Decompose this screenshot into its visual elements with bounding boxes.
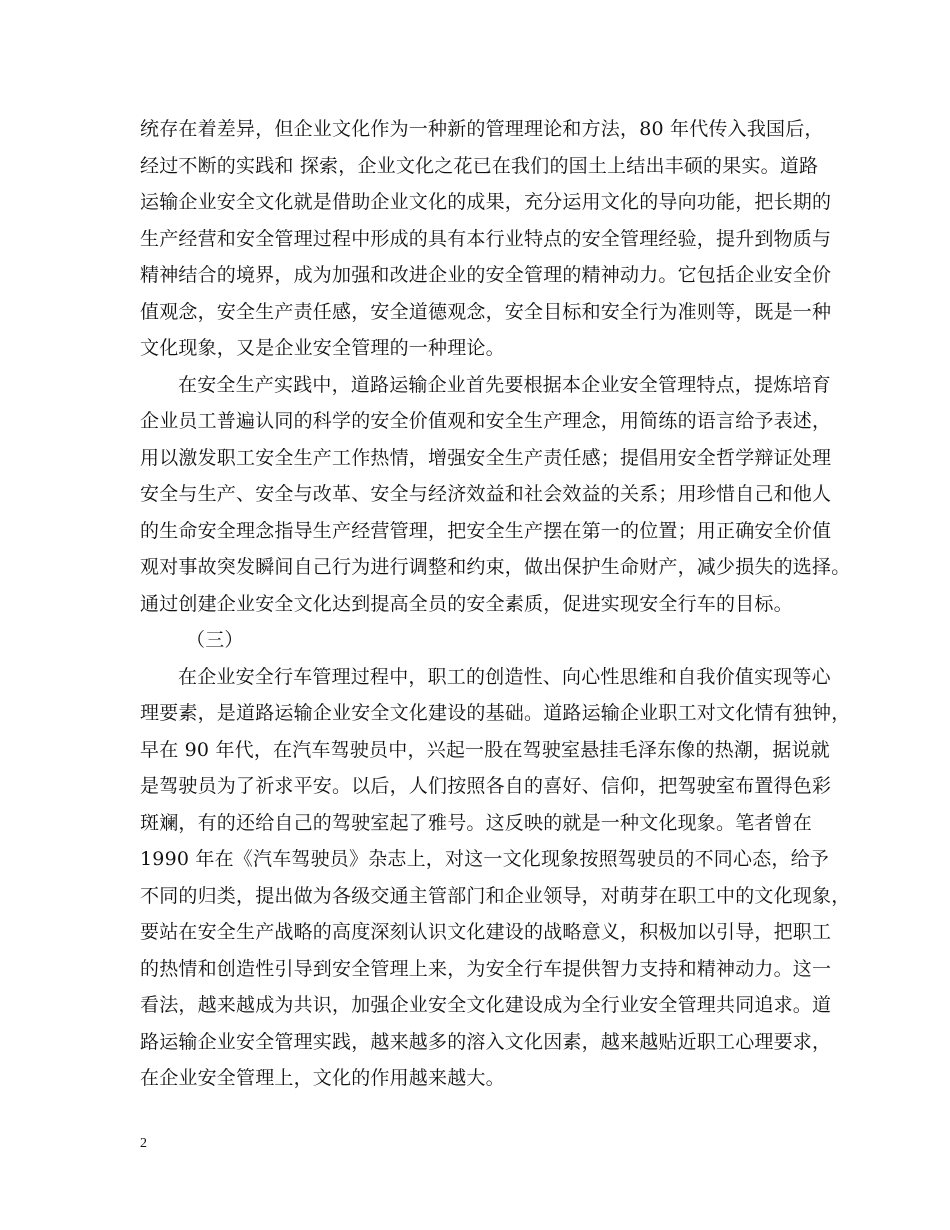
- text-line: 通过创建企业安全文化达到提高全员的安全素质，促进实现安全行车的目标。: [140, 592, 793, 615]
- text-line: 1990 年在《汽车驾驶员》杂志上，对这一文化现象按照驾驶员的不同心态，给予: [140, 848, 829, 870]
- text-line: 观对事故突发瞬间自己行为进行调整和约束，做出保护生命财产，减少损失的选择。: [140, 556, 851, 578]
- text-line: 早在 90 年代，在汽车驾驶员中，兴起一股在驾驶室悬挂毛泽东像的热潮，据说就: [140, 738, 830, 761]
- page-number: 2: [140, 1136, 147, 1151]
- paragraph-2: [140, 367, 851, 623]
- text-line: 不同的归类，提出做为各级交通主管部门和企业领导，对萌芽在职工中的文化现象，: [140, 884, 851, 907]
- text-line: 是驾驶员为了祈求平安。以后，人们按照各自的喜好、信仰，把驾驶室布置得色彩: [140, 775, 832, 797]
- text-line: 值观念，安全生产责任感，安全道德观念，安全目标和安全行为准则等，既是一种: [140, 300, 832, 323]
- text-line: 的热情和创造性引导到安全管理上来，为安全行车提供智力支持和精神动力。这一: [140, 957, 832, 980]
- text-line: 经过不断的实践和 探索，企业文化之花已在我们的国土上结出丰硕的果实。道路: [140, 154, 819, 177]
- text-line: 的生命安全理念指导生产经营管理，把安全生产摆在第一的位置；用正确安全价值: [140, 519, 832, 542]
- text-line: 斑斓，有的还给自己的驾驶室起了雅号。这反映的就是一种文化现象。笔者曾在: [140, 811, 813, 834]
- document-body: [140, 111, 851, 1097]
- section-heading: （三）: [186, 629, 244, 651]
- text-line: 要站在安全生产战略的高度深刻认识文化建设的战略意义，积极加以引导，把职工: [140, 921, 832, 943]
- text-line: 看法，越来越成为共识，加强企业安全文化建设成为全行业安全管理共同追求。道: [140, 994, 832, 1016]
- paragraph-3: [140, 659, 851, 1097]
- text-line: 生产经营和安全管理过程中形成的具有本行业特点的安全管理经验，提升到物质与: [140, 227, 832, 250]
- text-line: 在企业安全管理上，文化的作用越来越大。: [140, 1067, 505, 1089]
- text-line: 在安全生产实践中，道路运输企业首先要根据本企业安全管理特点，提炼培育: [178, 373, 831, 396]
- text-line: 文化现象，又是企业安全管理的一种理论。: [140, 337, 505, 359]
- text-line: 在企业安全行车管理过程中，职工的创造性、向心性思维和自我价值实现等心: [178, 665, 831, 688]
- text-line: 企业员工普遍认同的科学的安全价值观和安全生产理念，用简练的语言给予表述，: [140, 410, 832, 432]
- text-line: 理要素，是道路运输企业安全文化建设的基础。道路运输企业职工对文化情有独钟，: [140, 702, 851, 724]
- text-line: 精神结合的境界，成为加强和改进企业的安全管理的精神动力。它包括企业安全价: [140, 264, 832, 286]
- text-line: 用以激发职工安全生产工作热情，增强安全生产责任感；提倡用安全哲学辩证处理: [140, 446, 832, 469]
- text-line: 运输企业安全文化就是借助企业文化的成果，充分运用文化的导向功能，把长期的: [140, 191, 832, 213]
- text-line: 安全与生产、安全与改革、安全与经济效益和社会效益的关系；用珍惜自己和他人: [140, 483, 832, 505]
- text-line: 统存在着差异，但企业文化作为一种新的管理理论和方法，80 年代传入我国后，: [140, 118, 824, 140]
- paragraph-1: [140, 111, 840, 367]
- text-line: 路运输企业安全管理实践，越来越多的溶入文化因素，越来越贴近职工心理要求，: [140, 1030, 832, 1053]
